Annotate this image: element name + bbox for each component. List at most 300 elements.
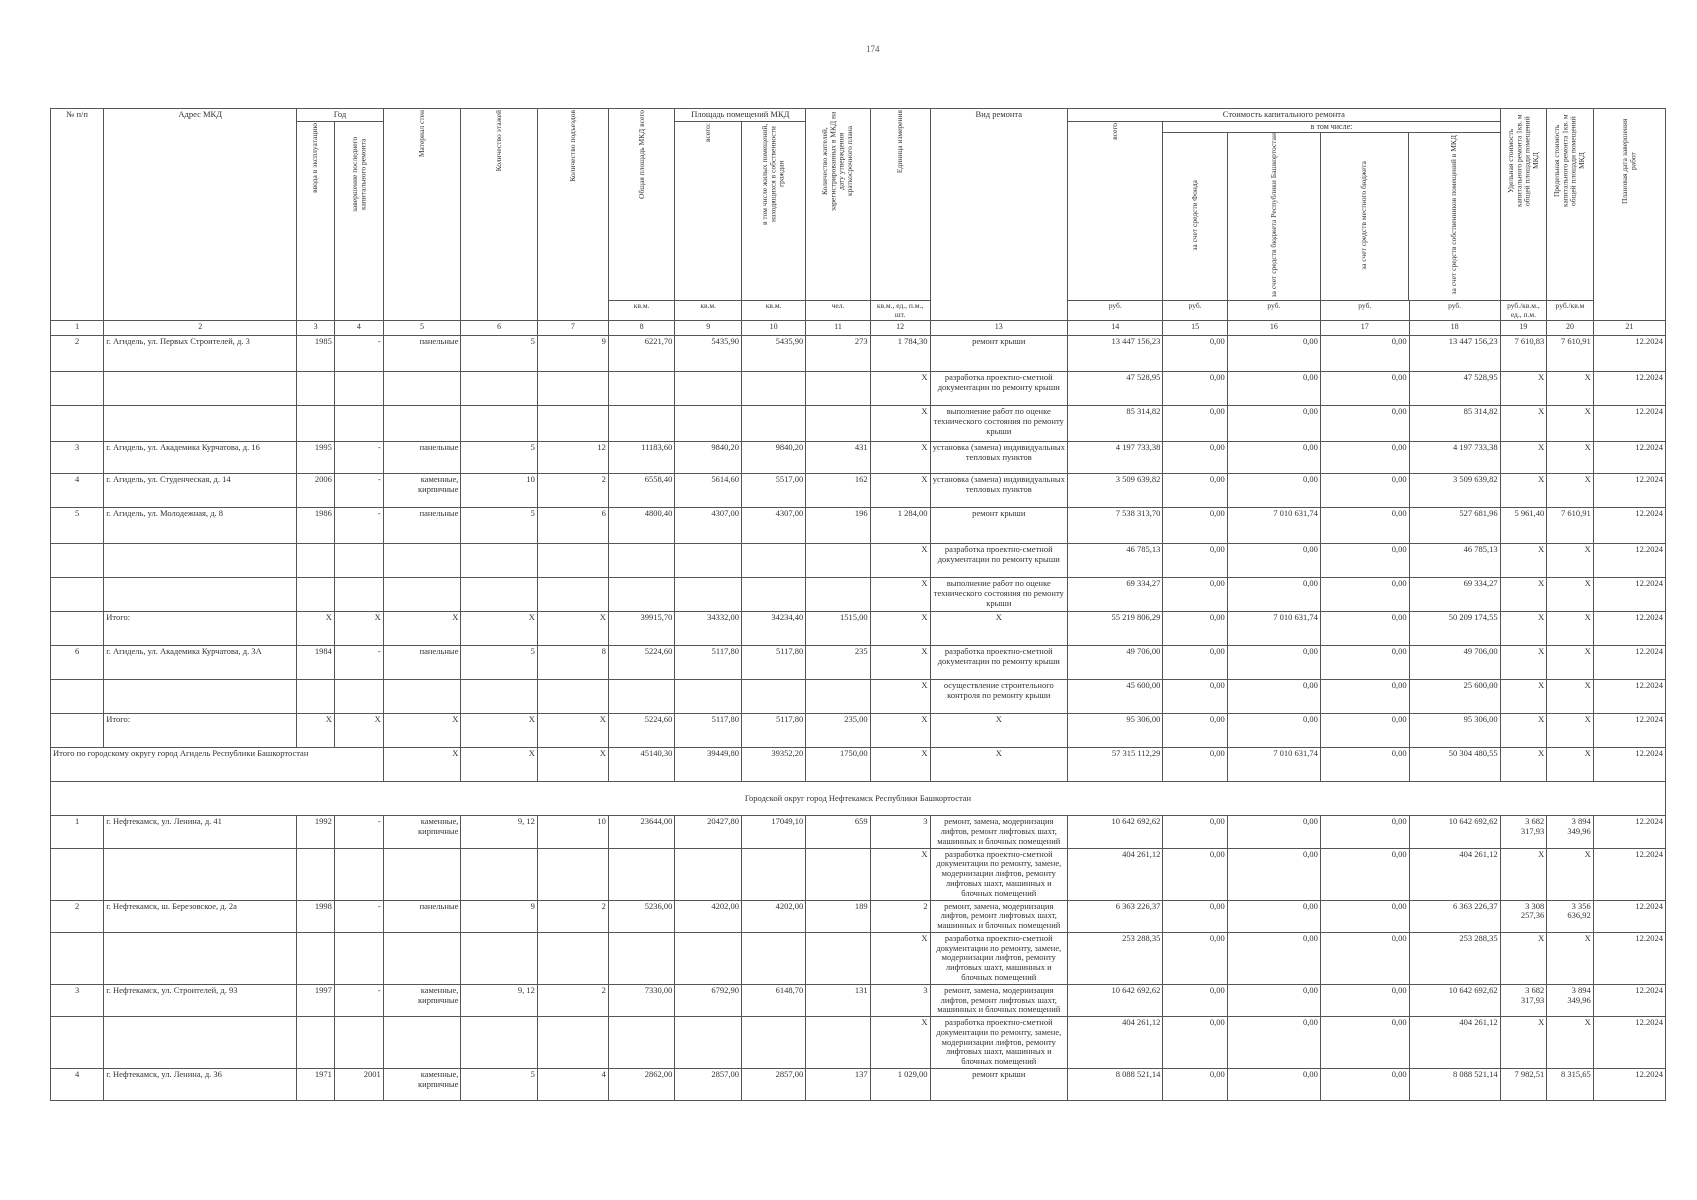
empty-cell: [334, 544, 383, 578]
cell-loc: 0,00: [1320, 714, 1409, 748]
cell-rep: 0,00: [1227, 646, 1320, 680]
cell-uc: X: [1500, 680, 1547, 714]
empty-cell: [383, 372, 461, 406]
cell-total: 6 363 226,37: [1068, 900, 1163, 932]
cell-floors: 9: [461, 900, 538, 932]
cell-ent: 8: [537, 646, 608, 680]
cell-total: 46 785,13: [1068, 544, 1163, 578]
empty-cell: [383, 544, 461, 578]
cell-prem: 5435,90: [675, 336, 742, 372]
cell-owned: 5117,80: [741, 714, 805, 748]
cell-mc: X: [1547, 612, 1594, 646]
cell-floors: 9, 12: [461, 816, 538, 848]
cell-owned: 4202,00: [741, 900, 805, 932]
cell-y2: -: [334, 984, 383, 1016]
cell-ent: X: [537, 612, 608, 646]
header-address: Адрес МКД: [104, 109, 297, 321]
cell-wall: X: [383, 748, 461, 782]
empty-cell: [537, 406, 608, 442]
header-year-commission: ввода в эксплуатацию: [297, 122, 335, 321]
empty-cell: [51, 544, 104, 578]
empty-cell: [608, 1017, 675, 1069]
empty-cell: [51, 372, 104, 406]
cell-rep: 0,00: [1227, 984, 1320, 1016]
cell-uc: X: [1500, 578, 1547, 612]
cell-own: 49 706,00: [1409, 646, 1500, 680]
empty-cell: [383, 680, 461, 714]
cell-uc: 5 961,40: [1500, 508, 1547, 544]
cell-date: 12.2024: [1593, 442, 1665, 474]
cell-date: 12.2024: [1593, 714, 1665, 748]
column-number: 6: [461, 321, 538, 336]
cell-unit: X: [870, 646, 930, 680]
cell-uc: X: [1500, 1017, 1547, 1069]
cell-address: г. Нефтекамск, ш. Березовское, д. 2а: [104, 900, 297, 932]
cell-address: г. Агидель, ул. Академика Курчатова, д. 3А: [104, 646, 297, 680]
cell-owned: 5117,80: [741, 646, 805, 680]
empty-cell: [675, 578, 742, 612]
cell-y1: 1995: [297, 442, 335, 474]
header-unit-cost: Удельная стоимость капитального ремонта 1кв. м общей площади помещений МКД: [1500, 109, 1547, 301]
empty-cell: [383, 1017, 461, 1069]
cell-res: 1515,00: [806, 612, 870, 646]
table-row: [51, 714, 1666, 748]
cell-uc: X: [1500, 442, 1547, 474]
cell-type: разработка проектно-сметной документации по ремонту крыши: [930, 544, 1068, 578]
cell-num: [51, 714, 104, 748]
cell-total: 55 219 806,29: [1068, 612, 1163, 646]
cell-type: установка (замена) индивидуальных тепловых пунктов: [930, 474, 1068, 508]
cell-res: 235: [806, 646, 870, 680]
cell-fund: 0,00: [1163, 900, 1227, 932]
cell-y1: X: [297, 612, 335, 646]
column-number: 4: [334, 321, 383, 336]
cell-own: 50 209 174,55: [1409, 612, 1500, 646]
header-deadline: Плановая дата завершения работ: [1593, 109, 1665, 321]
empty-cell: [383, 578, 461, 612]
cell-mc: X: [1547, 372, 1594, 406]
empty-cell: [334, 406, 383, 442]
grand-total-row: [51, 748, 1666, 782]
cell-total: 8 088 521,14: [1068, 1068, 1163, 1100]
cell-mc: X: [1547, 932, 1594, 984]
cell-area: 6221,70: [608, 336, 675, 372]
table-row: [51, 900, 1666, 932]
cell-mc: X: [1547, 714, 1594, 748]
cell-own: 46 785,13: [1409, 544, 1500, 578]
cell-y1: X: [297, 714, 335, 748]
cell-loc: 0,00: [1320, 680, 1409, 714]
cell-own: 3 509 639,82: [1409, 474, 1500, 508]
cell-own: 404 261,12: [1409, 1017, 1500, 1069]
cell-floors: 10: [461, 474, 538, 508]
unit-area-total: кв.м.: [608, 301, 675, 321]
cell-uc: 3 308 257,36: [1500, 900, 1547, 932]
cell-loc: 0,00: [1320, 508, 1409, 544]
cell-fund: 0,00: [1163, 748, 1227, 782]
table-body: [51, 336, 1666, 1101]
unit-rub-republic: руб.: [1227, 301, 1320, 321]
cell-unit: X: [870, 612, 930, 646]
header-unit: Единица измерения: [870, 109, 930, 301]
empty-cell: [461, 932, 538, 984]
column-number: 20: [1547, 321, 1594, 336]
cell-address: г. Агидель, ул. Первых Строителей, д. 3: [104, 336, 297, 372]
cell-total: 57 315 112,29: [1068, 748, 1163, 782]
cell-owned: 34234,40: [741, 612, 805, 646]
cell-type: X: [930, 714, 1068, 748]
cell-area: 5224,60: [608, 646, 675, 680]
cell-uc: 7 610,83: [1500, 336, 1547, 372]
cell-type: X: [930, 612, 1068, 646]
cell-type: разработка проектно-сметной документации по ремонту крыши: [930, 646, 1068, 680]
cell-area: 7330,00: [608, 984, 675, 1016]
cell-area: 45140,30: [608, 748, 675, 782]
cell-rep: 0,00: [1227, 578, 1320, 612]
cell-total: 10 642 692,62: [1068, 984, 1163, 1016]
empty-cell: [537, 578, 608, 612]
cell-address: г. Нефтекамск, ул. Строителей, д. 93: [104, 984, 297, 1016]
cell-mc: X: [1547, 646, 1594, 680]
cell-type: ремонт, замена, модернизация лифтов, ремонт лифтовых шахт, машинных и блочных помещений: [930, 984, 1068, 1016]
cell-date: 12.2024: [1593, 1068, 1665, 1100]
cell-type: осуществление строительного контроля по ремонту крыши: [930, 680, 1068, 714]
cell-uc: X: [1500, 748, 1547, 782]
empty-cell: [297, 932, 335, 984]
cell-address: г. Агидель, ул. Студенческая, д. 14: [104, 474, 297, 508]
cell-ent: 2: [537, 474, 608, 508]
cell-type: X: [930, 748, 1068, 782]
cell-wall: X: [383, 612, 461, 646]
column-number: 16: [1227, 321, 1320, 336]
header-cost-local: за счет средств местного бюджета: [1320, 133, 1408, 300]
cell-res: 137: [806, 1068, 870, 1100]
cell-mc: 8 315,65: [1547, 1068, 1594, 1100]
cell-floors: 5: [461, 508, 538, 544]
cell-wall: панельные: [383, 646, 461, 680]
cell-num: 2: [51, 900, 104, 932]
header-cost-owners: за счет средств собственников помещений в МКД: [1449, 135, 1459, 295]
unit-rub-total: руб.: [1068, 301, 1163, 321]
cell-loc: 0,00: [1320, 748, 1409, 782]
cell-ent: 2: [537, 984, 608, 1016]
table-subrow: [51, 372, 1666, 406]
cell-prem: 34332,00: [675, 612, 742, 646]
cell-own: 13 447 156,23: [1409, 336, 1500, 372]
cell-date: 12.2024: [1593, 816, 1665, 848]
empty-cell: [104, 848, 297, 900]
table-subrow: [51, 544, 1666, 578]
cell-total: 3 509 639,82: [1068, 474, 1163, 508]
cell-uc: X: [1500, 646, 1547, 680]
table-subrow: [51, 1017, 1666, 1069]
empty-cell: [537, 544, 608, 578]
column-number: 21: [1593, 321, 1665, 336]
cell-num: 1: [51, 816, 104, 848]
column-number: 13: [930, 321, 1068, 336]
cell-date: 12.2024: [1593, 646, 1665, 680]
cell-y2: X: [334, 714, 383, 748]
cell-fund: 0,00: [1163, 714, 1227, 748]
cell-rep: 0,00: [1227, 474, 1320, 508]
cell-type: ремонт крыши: [930, 1068, 1068, 1100]
cell-y1: 1998: [297, 900, 335, 932]
column-number: 3: [297, 321, 335, 336]
cell-prem: 9840,20: [675, 442, 742, 474]
cell-area: 11183,60: [608, 442, 675, 474]
column-number: 18: [1409, 321, 1500, 336]
empty-cell: [297, 544, 335, 578]
table-row: [51, 442, 1666, 474]
header-premises-total: всего:: [675, 122, 742, 301]
header-cost-group: Стоимость капитального ремонта: [1068, 109, 1501, 122]
empty-cell: [806, 544, 870, 578]
cell-loc: 0,00: [1320, 1068, 1409, 1100]
cell-prem: 39449,80: [675, 748, 742, 782]
header-row-1: [51, 109, 1666, 122]
cell-res: 273: [806, 336, 870, 372]
cell-loc: 0,00: [1320, 474, 1409, 508]
cell-loc: 0,00: [1320, 848, 1409, 900]
cell-uc: 3 682 317,93: [1500, 816, 1547, 848]
cell-owned: 17049,10: [741, 816, 805, 848]
empty-cell: [608, 406, 675, 442]
cell-area: 5236,00: [608, 900, 675, 932]
cell-uc: X: [1500, 372, 1547, 406]
cell-area: 6558,40: [608, 474, 675, 508]
cell-wall: панельные: [383, 336, 461, 372]
table-row: [51, 646, 1666, 680]
empty-cell: [104, 372, 297, 406]
cell-loc: 0,00: [1320, 442, 1409, 474]
cell-uc: X: [1500, 612, 1547, 646]
unit-area-prem: кв.м.: [675, 301, 742, 321]
column-number: 15: [1163, 321, 1227, 336]
cell-prem: 4202,00: [675, 900, 742, 932]
cell-own: 47 528,95: [1409, 372, 1500, 406]
cell-rep: 7 010 631,74: [1227, 508, 1320, 544]
cell-loc: 0,00: [1320, 900, 1409, 932]
empty-cell: [675, 406, 742, 442]
cell-loc: 0,00: [1320, 816, 1409, 848]
cell-uc: X: [1500, 714, 1547, 748]
cell-label: Итого по городскому округу город Агидель Республики Башкортостан: [51, 748, 384, 782]
cell-fund: 0,00: [1163, 544, 1227, 578]
empty-cell: [51, 680, 104, 714]
cell-rep: 0,00: [1227, 406, 1320, 442]
cell-ent: 9: [537, 336, 608, 372]
cell-total: 45 600,00: [1068, 680, 1163, 714]
empty-cell: [104, 544, 297, 578]
cell-y2: -: [334, 816, 383, 848]
empty-cell: [51, 578, 104, 612]
cell-fund: 0,00: [1163, 984, 1227, 1016]
cell-rep: 0,00: [1227, 442, 1320, 474]
empty-cell: [297, 1017, 335, 1069]
cell-res: 235,00: [806, 714, 870, 748]
cell-address: г. Нефтекамск, ул. Ленина, д. 36: [104, 1068, 297, 1100]
table-row: [51, 474, 1666, 508]
cell-total: 404 261,12: [1068, 848, 1163, 900]
cell-date: 12.2024: [1593, 1017, 1665, 1069]
column-number: 1: [51, 321, 104, 336]
empty-cell: [806, 932, 870, 984]
empty-cell: [608, 680, 675, 714]
cell-floors: 5: [461, 646, 538, 680]
cell-loc: 0,00: [1320, 372, 1409, 406]
cell-rep: 0,00: [1227, 714, 1320, 748]
cell-floors: 5: [461, 1068, 538, 1100]
cell-unit: X: [870, 932, 930, 984]
header-num: № п/п: [51, 109, 104, 321]
cell-owned: 5517,00: [741, 474, 805, 508]
cell-mc: 7 610,91: [1547, 336, 1594, 372]
cell-prem: 20427,80: [675, 816, 742, 848]
header-year-group: Год: [297, 109, 384, 122]
cell-total: 404 261,12: [1068, 1017, 1163, 1069]
cell-own: 4 197 733,38: [1409, 442, 1500, 474]
cell-fund: 0,00: [1163, 646, 1227, 680]
empty-cell: [741, 544, 805, 578]
unit-measure: кв.м., ед., п.м., шт.: [870, 301, 930, 321]
cell-ent: 6: [537, 508, 608, 544]
cell-date: 12.2024: [1593, 900, 1665, 932]
empty-cell: [537, 680, 608, 714]
unit-rub-owners: руб.: [1409, 301, 1500, 321]
cell-type: установка (замена) индивидуальных тепловых пунктов: [930, 442, 1068, 474]
capital-repair-table-container: [50, 108, 1666, 1101]
cell-date: 12.2024: [1593, 612, 1665, 646]
cell-floors: X: [461, 748, 538, 782]
cell-floors: X: [461, 612, 538, 646]
cell-own: 8 088 521,14: [1409, 1068, 1500, 1100]
cell-prem: 5614,60: [675, 474, 742, 508]
header-repair-type: Вид ремонта: [930, 109, 1068, 321]
cell-mc: X: [1547, 544, 1594, 578]
empty-cell: [461, 1017, 538, 1069]
cell-unit: 3: [870, 984, 930, 1016]
cell-fund: 0,00: [1163, 1068, 1227, 1100]
header-cost-subgroup: [1163, 122, 1500, 301]
empty-cell: [608, 578, 675, 612]
empty-cell: [806, 578, 870, 612]
cell-unit: X: [870, 442, 930, 474]
cell-loc: 0,00: [1320, 646, 1409, 680]
unit-rub-per: руб./кв.м., ед., п.м.: [1500, 301, 1547, 321]
cell-num: 5: [51, 508, 104, 544]
column-number: 5: [383, 321, 461, 336]
cell-fund: 0,00: [1163, 848, 1227, 900]
empty-cell: [383, 932, 461, 984]
cell-wall: панельные: [383, 442, 461, 474]
cell-type: ремонт крыши: [930, 508, 1068, 544]
cell-prem: 5117,80: [675, 646, 742, 680]
column-number: 11: [806, 321, 870, 336]
empty-cell: [537, 848, 608, 900]
cell-wall: панельные: [383, 900, 461, 932]
cell-wall: X: [383, 714, 461, 748]
cell-fund: 0,00: [1163, 442, 1227, 474]
empty-cell: [461, 578, 538, 612]
cell-rep: 7 010 631,74: [1227, 612, 1320, 646]
cell-unit: 1 029,00: [870, 1068, 930, 1100]
cell-y1: 1986: [297, 508, 335, 544]
cell-type: разработка проектно-сметной документации по ремонту крыши: [930, 372, 1068, 406]
cell-y1: 1985: [297, 336, 335, 372]
cell-date: 12.2024: [1593, 474, 1665, 508]
empty-cell: [741, 372, 805, 406]
empty-cell: [104, 406, 297, 442]
cell-rep: 0,00: [1227, 848, 1320, 900]
cell-total: 4 197 733,38: [1068, 442, 1163, 474]
empty-cell: [104, 1017, 297, 1069]
table-row: [51, 816, 1666, 848]
unit-rub-fund: руб.: [1163, 301, 1227, 321]
cell-y1: 1971: [297, 1068, 335, 1100]
cell-type: выполнение работ по оценке технического состояния по ремонту крыши: [930, 578, 1068, 612]
header-premises-owned: в том числе жилых помещений, находящихся в собственности граждан: [741, 122, 805, 301]
cell-num: 3: [51, 442, 104, 474]
empty-cell: [806, 848, 870, 900]
column-number: 2: [104, 321, 297, 336]
empty-cell: [675, 544, 742, 578]
cell-y2: -: [334, 508, 383, 544]
cell-num: 2: [51, 336, 104, 372]
cell-y1: 1984: [297, 646, 335, 680]
empty-cell: [741, 680, 805, 714]
header-premises-group: Площадь помещений МКД: [675, 109, 806, 122]
empty-cell: [334, 1017, 383, 1069]
cell-type: ремонт крыши: [930, 336, 1068, 372]
header-wall: Материал стен: [383, 109, 461, 321]
cell-num: 6: [51, 646, 104, 680]
header-cost-republic: за счет средств бюджета Республики Башкортостан: [1228, 133, 1321, 300]
cell-num: 3: [51, 984, 104, 1016]
cell-num: [51, 612, 104, 646]
empty-cell: [334, 932, 383, 984]
cell-date: 12.2024: [1593, 372, 1665, 406]
cost-subheader: [1163, 133, 1499, 300]
cell-prem: 6792,90: [675, 984, 742, 1016]
cell-rep: 7 010 631,74: [1227, 748, 1320, 782]
cell-mc: 7 610,91: [1547, 508, 1594, 544]
cell-loc: 0,00: [1320, 336, 1409, 372]
unit-rub-sqm: руб./кв.м: [1547, 301, 1594, 321]
cell-total: 69 334,27: [1068, 578, 1163, 612]
cell-mc: X: [1547, 848, 1594, 900]
cell-address: г. Нефтекамск, ул. Ленина, д. 41: [104, 816, 297, 848]
cell-unit: 1 284,00: [870, 508, 930, 544]
cell-res: 431: [806, 442, 870, 474]
cell-rep: 0,00: [1227, 1017, 1320, 1069]
cell-rep: 0,00: [1227, 932, 1320, 984]
empty-cell: [537, 1017, 608, 1069]
empty-cell: [608, 544, 675, 578]
table-subrow: [51, 406, 1666, 442]
cell-ent: 2: [537, 900, 608, 932]
cell-wall: панельные: [383, 508, 461, 544]
cell-rep: 0,00: [1227, 900, 1320, 932]
empty-cell: [461, 372, 538, 406]
cell-loc: 0,00: [1320, 932, 1409, 984]
cell-own: 95 306,00: [1409, 714, 1500, 748]
unit-area-owned: кв.м.: [741, 301, 805, 321]
cell-area: 5224,60: [608, 714, 675, 748]
cell-owned: 9840,20: [741, 442, 805, 474]
empty-cell: [806, 406, 870, 442]
cell-fund: 0,00: [1163, 1017, 1227, 1069]
empty-cell: [104, 680, 297, 714]
